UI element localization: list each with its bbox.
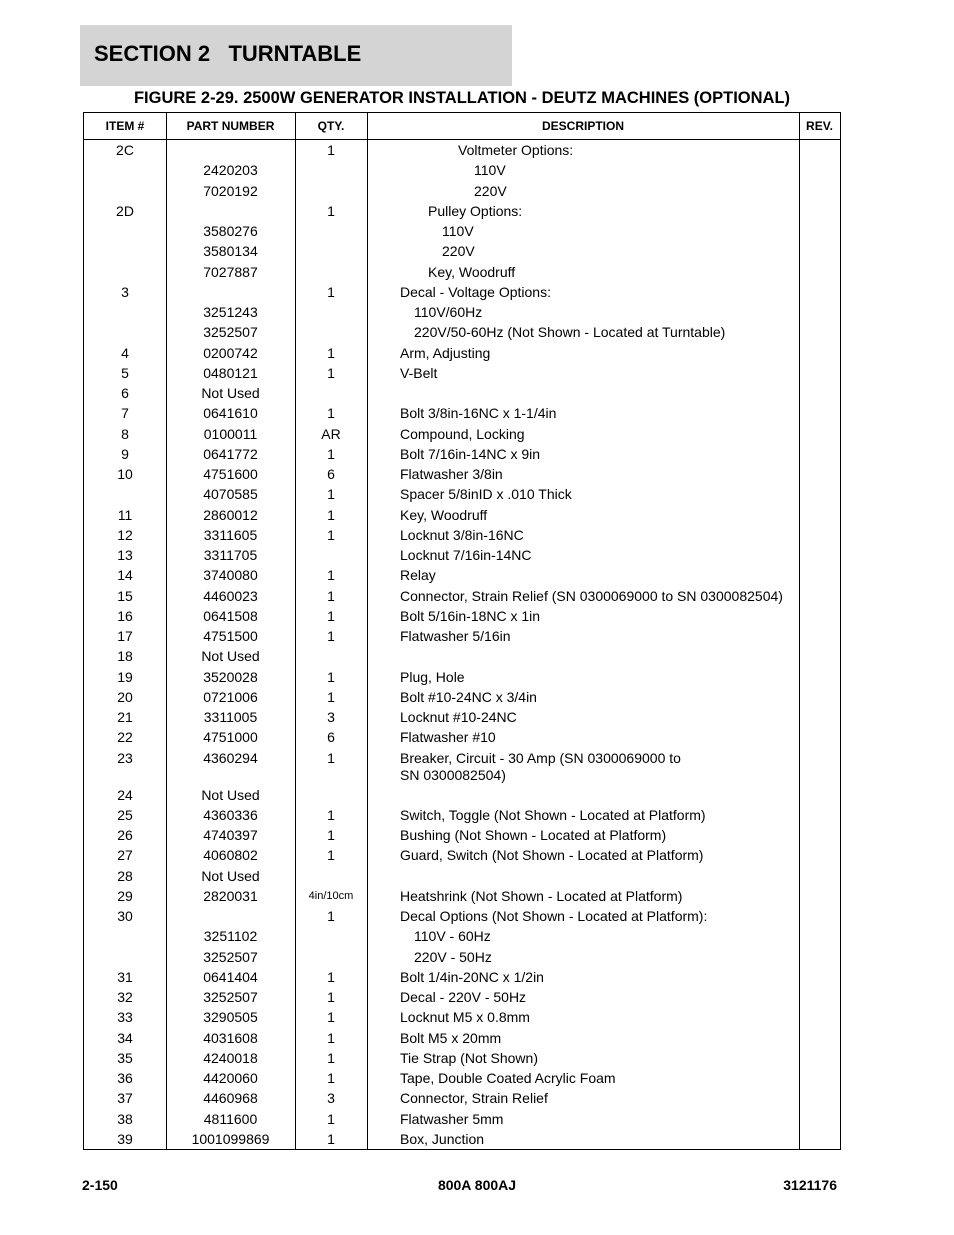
part-number: 4060802 bbox=[203, 847, 258, 864]
quantity: 4in/10cm bbox=[308, 889, 354, 902]
item-number: 32 bbox=[117, 989, 133, 1005]
quantity: 1 bbox=[327, 567, 335, 584]
section-header bbox=[80, 25, 512, 86]
part-number: 0480121 bbox=[203, 364, 258, 381]
item-number: 5 bbox=[121, 364, 129, 381]
column-divider bbox=[799, 113, 800, 1149]
description: Bolt 7/16in-14NC x 9in bbox=[400, 445, 541, 462]
quantity: 3 bbox=[327, 709, 335, 725]
part-number: 2860012 bbox=[203, 506, 258, 523]
description: Locknut 3/8in-16NC bbox=[400, 526, 524, 543]
description: Bolt 1/4in-20NC x 1/2in bbox=[400, 968, 544, 985]
quantity: 1 bbox=[327, 989, 335, 1005]
description: Flatwasher 3/8in bbox=[400, 466, 503, 482]
quantity: 3 bbox=[327, 1090, 335, 1107]
quantity: 1 bbox=[327, 526, 335, 543]
item-number: 9 bbox=[121, 445, 129, 462]
part-number: 4070585 bbox=[203, 486, 258, 503]
description: Key, Woodruff bbox=[428, 263, 516, 280]
description: Decal - 220V - 50Hz bbox=[400, 989, 527, 1005]
item-number: 28 bbox=[117, 867, 133, 884]
description: Box, Junction bbox=[400, 1130, 485, 1147]
quantity: AR bbox=[321, 425, 341, 442]
description: Flatwasher #10 bbox=[400, 729, 496, 746]
header-description: DESCRIPTION bbox=[541, 119, 624, 133]
description: 220V - 50Hz bbox=[414, 948, 492, 965]
item-number: 6 bbox=[121, 385, 129, 401]
part-number: 4031608 bbox=[203, 1029, 258, 1046]
quantity: 1 bbox=[327, 283, 335, 300]
part-number: 3311005 bbox=[203, 709, 258, 725]
item-number: 25 bbox=[117, 806, 133, 823]
item-number: 2C bbox=[116, 142, 134, 158]
item-number: 15 bbox=[117, 587, 133, 604]
description: Bolt #10-24NC x 3/4in bbox=[400, 688, 537, 705]
part-number: 4751600 bbox=[203, 466, 258, 482]
quantity: 1 bbox=[327, 1070, 335, 1086]
quantity: 1 bbox=[327, 1110, 335, 1127]
footer-page-number: 2-150 bbox=[82, 1177, 118, 1193]
description: 110V - 60Hz bbox=[414, 928, 491, 945]
description: Heatshrink (Not Shown - Located at Platform) bbox=[400, 887, 683, 904]
description: Breaker, Circuit - 30 Amp (SN 0300069000 to bbox=[400, 749, 681, 766]
part-number: 2420203 bbox=[203, 162, 258, 179]
quantity: 1 bbox=[327, 847, 335, 864]
quantity: 1 bbox=[327, 827, 335, 843]
quantity: 1 bbox=[327, 1130, 335, 1147]
part-number: 4811600 bbox=[203, 1110, 258, 1127]
quantity: 1 bbox=[327, 142, 335, 158]
item-number: 14 bbox=[117, 567, 133, 584]
description: Switch, Toggle (Not Shown - Located at Platform) bbox=[400, 806, 706, 823]
part-number: 0641404 bbox=[203, 968, 258, 985]
description: Pulley Options: bbox=[428, 202, 523, 219]
description: Relay bbox=[400, 567, 436, 584]
footer-doc-number: 3121176 bbox=[783, 1177, 837, 1193]
figure-title: FIGURE 2-29. 2500W GENERATOR INSTALLATION - DEUTZ MACHINES (OPTIONAL) bbox=[133, 89, 791, 107]
part-number: 3252507 bbox=[203, 948, 258, 965]
description: Locknut #10-24NC bbox=[400, 709, 517, 725]
part-number: 3251243 bbox=[203, 304, 258, 320]
quantity: 1 bbox=[327, 806, 335, 823]
item-number: 10 bbox=[117, 466, 133, 482]
part-number: 3740080 bbox=[203, 567, 258, 584]
part-number: 4751500 bbox=[203, 628, 258, 644]
item-number: 38 bbox=[117, 1110, 133, 1127]
quantity: 1 bbox=[327, 587, 335, 604]
item-number: 31 bbox=[117, 968, 133, 985]
description: Bushing (Not Shown - Located at Platform) bbox=[400, 827, 667, 843]
description: Tie Strap (Not Shown) bbox=[400, 1049, 538, 1066]
quantity: 1 bbox=[327, 688, 335, 705]
quantity: 6 bbox=[327, 729, 335, 746]
item-number: 27 bbox=[117, 847, 133, 864]
part-number: 4460023 bbox=[203, 587, 258, 604]
part-number: 3252507 bbox=[203, 989, 258, 1005]
description: Bolt M5 x 20mm bbox=[400, 1029, 502, 1046]
part-number: 3580134 bbox=[203, 243, 258, 260]
quantity: 1 bbox=[327, 1029, 335, 1046]
quantity: 1 bbox=[327, 445, 335, 462]
footer-model: 800A 800AJ bbox=[437, 1177, 517, 1193]
item-number: 33 bbox=[117, 1009, 133, 1026]
description: Flatwasher 5mm bbox=[400, 1110, 504, 1127]
part-number: Not Used bbox=[201, 385, 260, 401]
quantity: 1 bbox=[327, 668, 335, 685]
description: Voltmeter Options: bbox=[458, 142, 574, 158]
quantity: 1 bbox=[327, 749, 335, 766]
item-number: 12 bbox=[117, 526, 133, 543]
description: Spacer 5/8inID x .010 Thick bbox=[400, 486, 572, 503]
item-number: 4 bbox=[121, 344, 129, 361]
header-divider bbox=[84, 139, 840, 140]
part-number: Not Used bbox=[201, 867, 260, 884]
part-number: 3311605 bbox=[203, 526, 258, 543]
part-number: 4751000 bbox=[203, 729, 258, 746]
part-number: 0641772 bbox=[203, 445, 258, 462]
parts-table bbox=[83, 112, 841, 1150]
description: Locknut M5 x 0.8mm bbox=[400, 1009, 530, 1026]
quantity: 1 bbox=[327, 486, 335, 503]
quantity: 1 bbox=[327, 506, 335, 523]
part-number: 4420060 bbox=[203, 1070, 258, 1086]
part-number: 0721006 bbox=[203, 688, 258, 705]
header-part-number: PART NUMBER bbox=[186, 119, 275, 133]
description: 220V bbox=[474, 182, 507, 199]
description: 220V/50-60Hz (Not Shown - Located at Turntable) bbox=[414, 324, 726, 341]
item-number: 36 bbox=[117, 1070, 133, 1086]
item-number: 37 bbox=[117, 1090, 133, 1107]
part-number: 3290505 bbox=[203, 1009, 258, 1026]
item-number: 35 bbox=[117, 1049, 133, 1066]
part-number: 0641508 bbox=[203, 607, 258, 624]
item-number: 11 bbox=[117, 506, 133, 523]
item-number: 29 bbox=[117, 887, 133, 904]
item-number: 16 bbox=[117, 607, 133, 624]
part-number: Not Used bbox=[201, 786, 260, 803]
part-number: 3251102 bbox=[203, 928, 258, 945]
quantity: 1 bbox=[327, 968, 335, 985]
description: 110V/60Hz bbox=[414, 304, 483, 320]
description: Key, Woodruff bbox=[400, 506, 488, 523]
part-number: 3580276 bbox=[203, 223, 258, 239]
description: Bolt 5/16in-18NC x 1in bbox=[400, 607, 541, 624]
item-number: 34 bbox=[117, 1029, 133, 1046]
part-number: Not Used bbox=[201, 648, 260, 665]
quantity: 1 bbox=[327, 628, 335, 644]
section-title: SECTION 2 TURNTABLE bbox=[94, 41, 362, 66]
part-number: 4740397 bbox=[203, 827, 258, 843]
quantity: 1 bbox=[327, 405, 335, 422]
description: Bolt 3/8in-16NC x 1-1/4in bbox=[400, 405, 557, 422]
header-item: ITEM # bbox=[105, 119, 145, 133]
description: SN 0300082504) bbox=[400, 767, 506, 783]
item-number: 23 bbox=[117, 749, 133, 766]
part-number: 7027887 bbox=[203, 263, 258, 280]
part-number: 7020192 bbox=[203, 182, 258, 199]
quantity: 1 bbox=[327, 1049, 335, 1066]
item-number: 13 bbox=[117, 547, 133, 563]
part-number: 3252507 bbox=[203, 324, 258, 341]
part-number: 4240018 bbox=[203, 1049, 258, 1066]
part-number: 4360336 bbox=[203, 806, 258, 823]
description: 110V bbox=[474, 162, 506, 179]
part-number: 0100011 bbox=[203, 425, 258, 442]
item-number: 19 bbox=[117, 668, 133, 685]
quantity: 1 bbox=[327, 607, 335, 624]
header-rev: REV. bbox=[806, 119, 833, 133]
quantity: 1 bbox=[327, 202, 335, 219]
item-number: 24 bbox=[117, 786, 133, 803]
item-number: 22 bbox=[117, 729, 133, 746]
item-number: 8 bbox=[121, 425, 129, 442]
description: Decal - Voltage Options: bbox=[400, 283, 551, 300]
part-number: 0200742 bbox=[203, 344, 258, 361]
item-number: 30 bbox=[117, 908, 133, 924]
item-number: 17 bbox=[117, 628, 133, 644]
item-number: 26 bbox=[117, 827, 133, 843]
quantity: 1 bbox=[327, 908, 335, 924]
item-number: 21 bbox=[117, 709, 133, 725]
description: Flatwasher 5/16in bbox=[400, 628, 511, 644]
part-number: 3520028 bbox=[203, 668, 258, 685]
description: 220V bbox=[442, 243, 475, 260]
item-number: 18 bbox=[117, 648, 133, 665]
part-number: 4360294 bbox=[203, 749, 258, 766]
item-number: 39 bbox=[117, 1130, 133, 1147]
description: Connector, Strain Relief bbox=[400, 1090, 548, 1107]
description: Locknut 7/16in-14NC bbox=[400, 547, 532, 563]
quantity: 1 bbox=[327, 344, 335, 361]
item-number: 20 bbox=[117, 688, 133, 705]
description: Connector, Strain Relief (SN 0300069000 to SN 0300082504) bbox=[400, 587, 783, 604]
item-number: 7 bbox=[121, 405, 129, 422]
part-number: 3311705 bbox=[203, 547, 258, 563]
description: Plug, Hole bbox=[400, 668, 465, 685]
part-number: 2820031 bbox=[203, 887, 258, 904]
description: V-Belt bbox=[400, 364, 438, 381]
description: Tape, Double Coated Acrylic Foam bbox=[400, 1070, 616, 1086]
quantity: 1 bbox=[327, 364, 335, 381]
description: Decal Options (Not Shown - Located at Platform): bbox=[400, 908, 708, 924]
part-number: 0641610 bbox=[203, 405, 258, 422]
quantity: 6 bbox=[327, 466, 335, 482]
description: 110V bbox=[442, 223, 474, 239]
part-number: 4460968 bbox=[203, 1090, 258, 1107]
quantity: 1 bbox=[327, 1009, 335, 1026]
description: Compound, Locking bbox=[400, 425, 525, 442]
description: Arm, Adjusting bbox=[400, 344, 491, 361]
header-qty: QTY. bbox=[317, 119, 345, 133]
item-number: 3 bbox=[121, 283, 129, 300]
description: Guard, Switch (Not Shown - Located at Platform) bbox=[400, 847, 704, 864]
part-number: 1001099869 bbox=[191, 1130, 270, 1147]
item-number: 2D bbox=[116, 202, 134, 219]
